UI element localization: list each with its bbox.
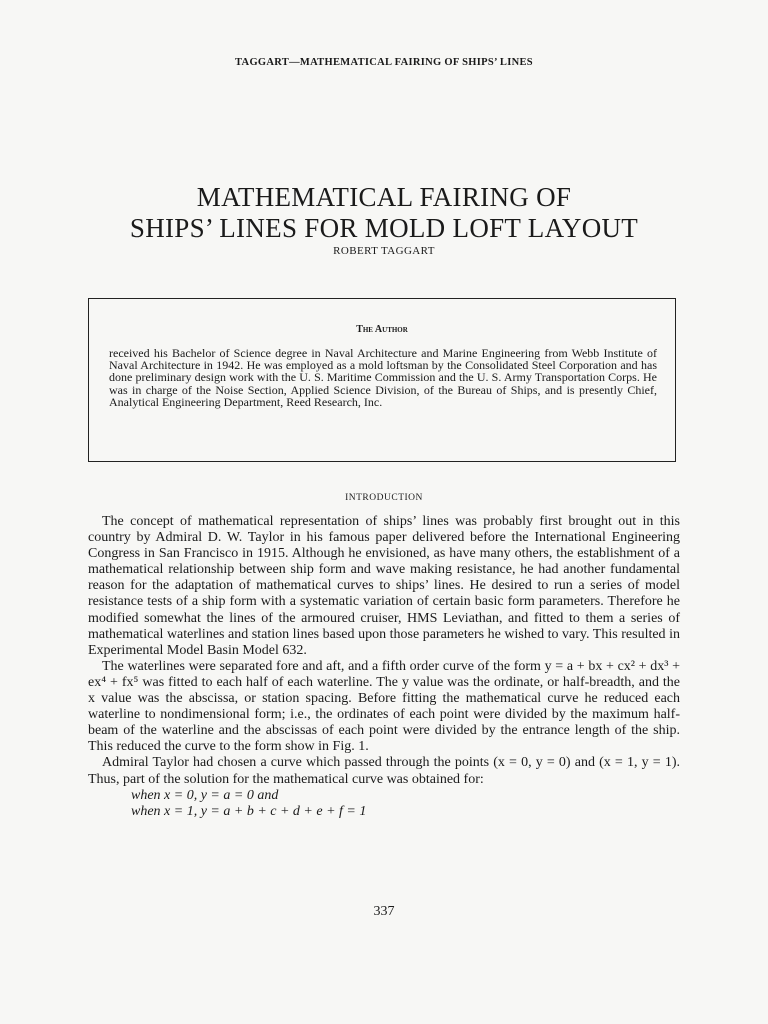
author-bio-text: received his Bachelor of Science degree in Naval Architecture and Marine Engineering from Webb Institute of Naval Architecture in 1942. He was employed as a mold loftsman by the Consolidated Steel Corporation and has done preliminary design work with the U. S. Maritime Commission and the U. S. Army Transportation Corps. He was in charge of the Noise Section, Applied Science Division, of the Bureau of Ships, and is presently Chief, Analytical Engineering Department, Reed Research, Inc. xyxy=(109,346,657,409)
title-line-1: MATHEMATICAL FAIRING OF xyxy=(196,182,572,212)
section-heading: INTRODUCTION xyxy=(345,493,423,503)
article-title xyxy=(0,182,768,244)
body-text xyxy=(88,514,680,820)
author-name: ROBERT TAGGART xyxy=(333,245,435,257)
paragraph: Admiral Taylor had chosen a curve which passed through the points (x = 0, y = 0) and (x = 1, y = 1). Thus, part of the solution for the mathematical curve was obtained for: xyxy=(88,755,680,787)
title-line-2: SHIPS’ LINES FOR MOLD LOFT LAYOUT xyxy=(129,213,639,243)
author-box-heading: The Author xyxy=(356,324,408,335)
equation-line: when x = 0, y = a = 0 and xyxy=(131,787,279,803)
running-head: TAGGART—MATHEMATICAL FAIRING OF SHIPS’ LINES xyxy=(235,57,533,68)
paragraph: The concept of mathematical representation of ships’ lines was probably first brought out in this country by Admiral D. W. Taylor in his famous paper delivered before the International Engineering Congress in San Francisco in 1915. Although he envisioned, as have many others, the establishment of a mathematical relationship between ship form and wave making resistance, he had another fundamental reason for the adaptation of mathematical curves to ships’ lines. He desired to run a series of model resistance tests of a ship form with a systematic variation of certain basic form parameters. Therefore he modified somewhat the lines of the armoured cruiser, HMS Leviathan, and fitted to them a series of mathematical waterlines and station lines based upon those parameters he wished to vary. This resulted in Experimental Model Basin Model 632. xyxy=(88,514,680,658)
page-number: 337 xyxy=(373,904,395,919)
equation-line: when x = 1, y = a + b + c + d + e + f = 1 xyxy=(131,803,367,819)
author-bio-box xyxy=(88,298,676,462)
paragraph: The waterlines were separated fore and aft, and a fifth order curve of the form y = a + bx + cx² + dx³ + ex⁴ + fx⁵ was fitted to each half of each waterline. The y value was the ordinate, or half-breadth, and the x value was the abscissa, or station spacing. Before fitting the mathematical curve he reduced each waterline to nondimensional form; i.e., the ordinates of each point were divided by the maximum half-beam of the waterline and the abscissas of each point were divided by the entrance length of the ship. This reduced the curve to the form show in Fig. 1. xyxy=(88,658,680,755)
